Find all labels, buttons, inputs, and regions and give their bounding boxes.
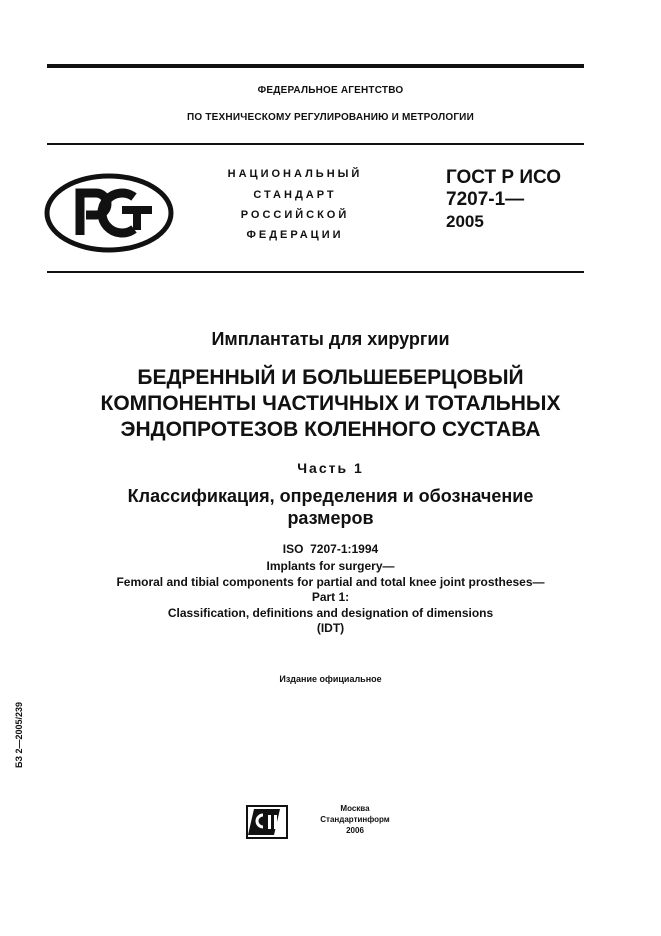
header-rule [47,143,584,145]
national-standard-line-3: РОССИЙСКОЙ [240,209,350,221]
main-title-line-1: БЕДРЕННЫЙ И БОЛЬШЕБЕРЦОВЫЙ [137,366,524,389]
edition-note: Издание официальное [279,674,382,684]
publisher-year: 2006 [346,826,364,835]
english-title-line-2: Femoral and tibial components for partial and total knee joint prostheses— [116,574,545,589]
agency-line-1: ФЕДЕРАЛЬНОЕ АГЕНТСТВО [257,85,404,96]
main-title-line-2: КОМПОНЕНТЫ ЧАСТИЧНЫХ И ТОТАЛЬНЫХ [100,392,561,415]
publisher-city: Москва [340,804,370,813]
publisher-name: Стандартинформ [320,815,390,824]
national-standard-line-4: ФЕДЕРАЦИИ [246,229,344,241]
subtitle-line-2: размеров [287,508,374,528]
top-rule [47,64,584,68]
english-title-line-4: Classification, definitions and designation of dimensions [167,605,494,620]
subtitle [0,485,661,529]
gost-rst-logo-icon [44,173,174,253]
english-title [0,559,661,637]
part-label: Часть 1 [297,460,364,476]
english-title-line-1: Implants for surgery— [266,559,395,573]
document-subject: Имплантаты для хирургии [211,329,450,349]
side-registration-code: БЗ 2—2005/239 [14,701,24,768]
gost-number-line-2: 7207-1— [446,189,525,210]
national-standard-line-2: СТАНДАРТ [253,189,337,201]
main-title [0,365,661,443]
standartinform-logo-icon [246,805,288,839]
national-standard-line-1: НАЦИОНАЛЬНЫЙ [227,168,363,180]
english-title-line-5: (IDT) [316,621,345,635]
subtitle-line-1: Классификация, определения и обозначение [127,486,534,506]
gost-number-line-1: ГОСТ Р ИСО [446,167,562,188]
main-title-line-3: ЭНДОПРОТЕЗОВ КОЛЕННОГО СУСТАВА [120,418,541,441]
gost-number-line-3: 2005 [446,212,484,231]
standard-block-rule [47,271,584,273]
agency-line-2: ПО ТЕХНИЧЕСКОМУ РЕГУЛИРОВАНИЮ И МЕТРОЛОГИИ [187,112,474,123]
english-title-line-3: Part 1: [311,590,350,604]
iso-reference: ISO 7207-1:1994 [282,542,379,556]
